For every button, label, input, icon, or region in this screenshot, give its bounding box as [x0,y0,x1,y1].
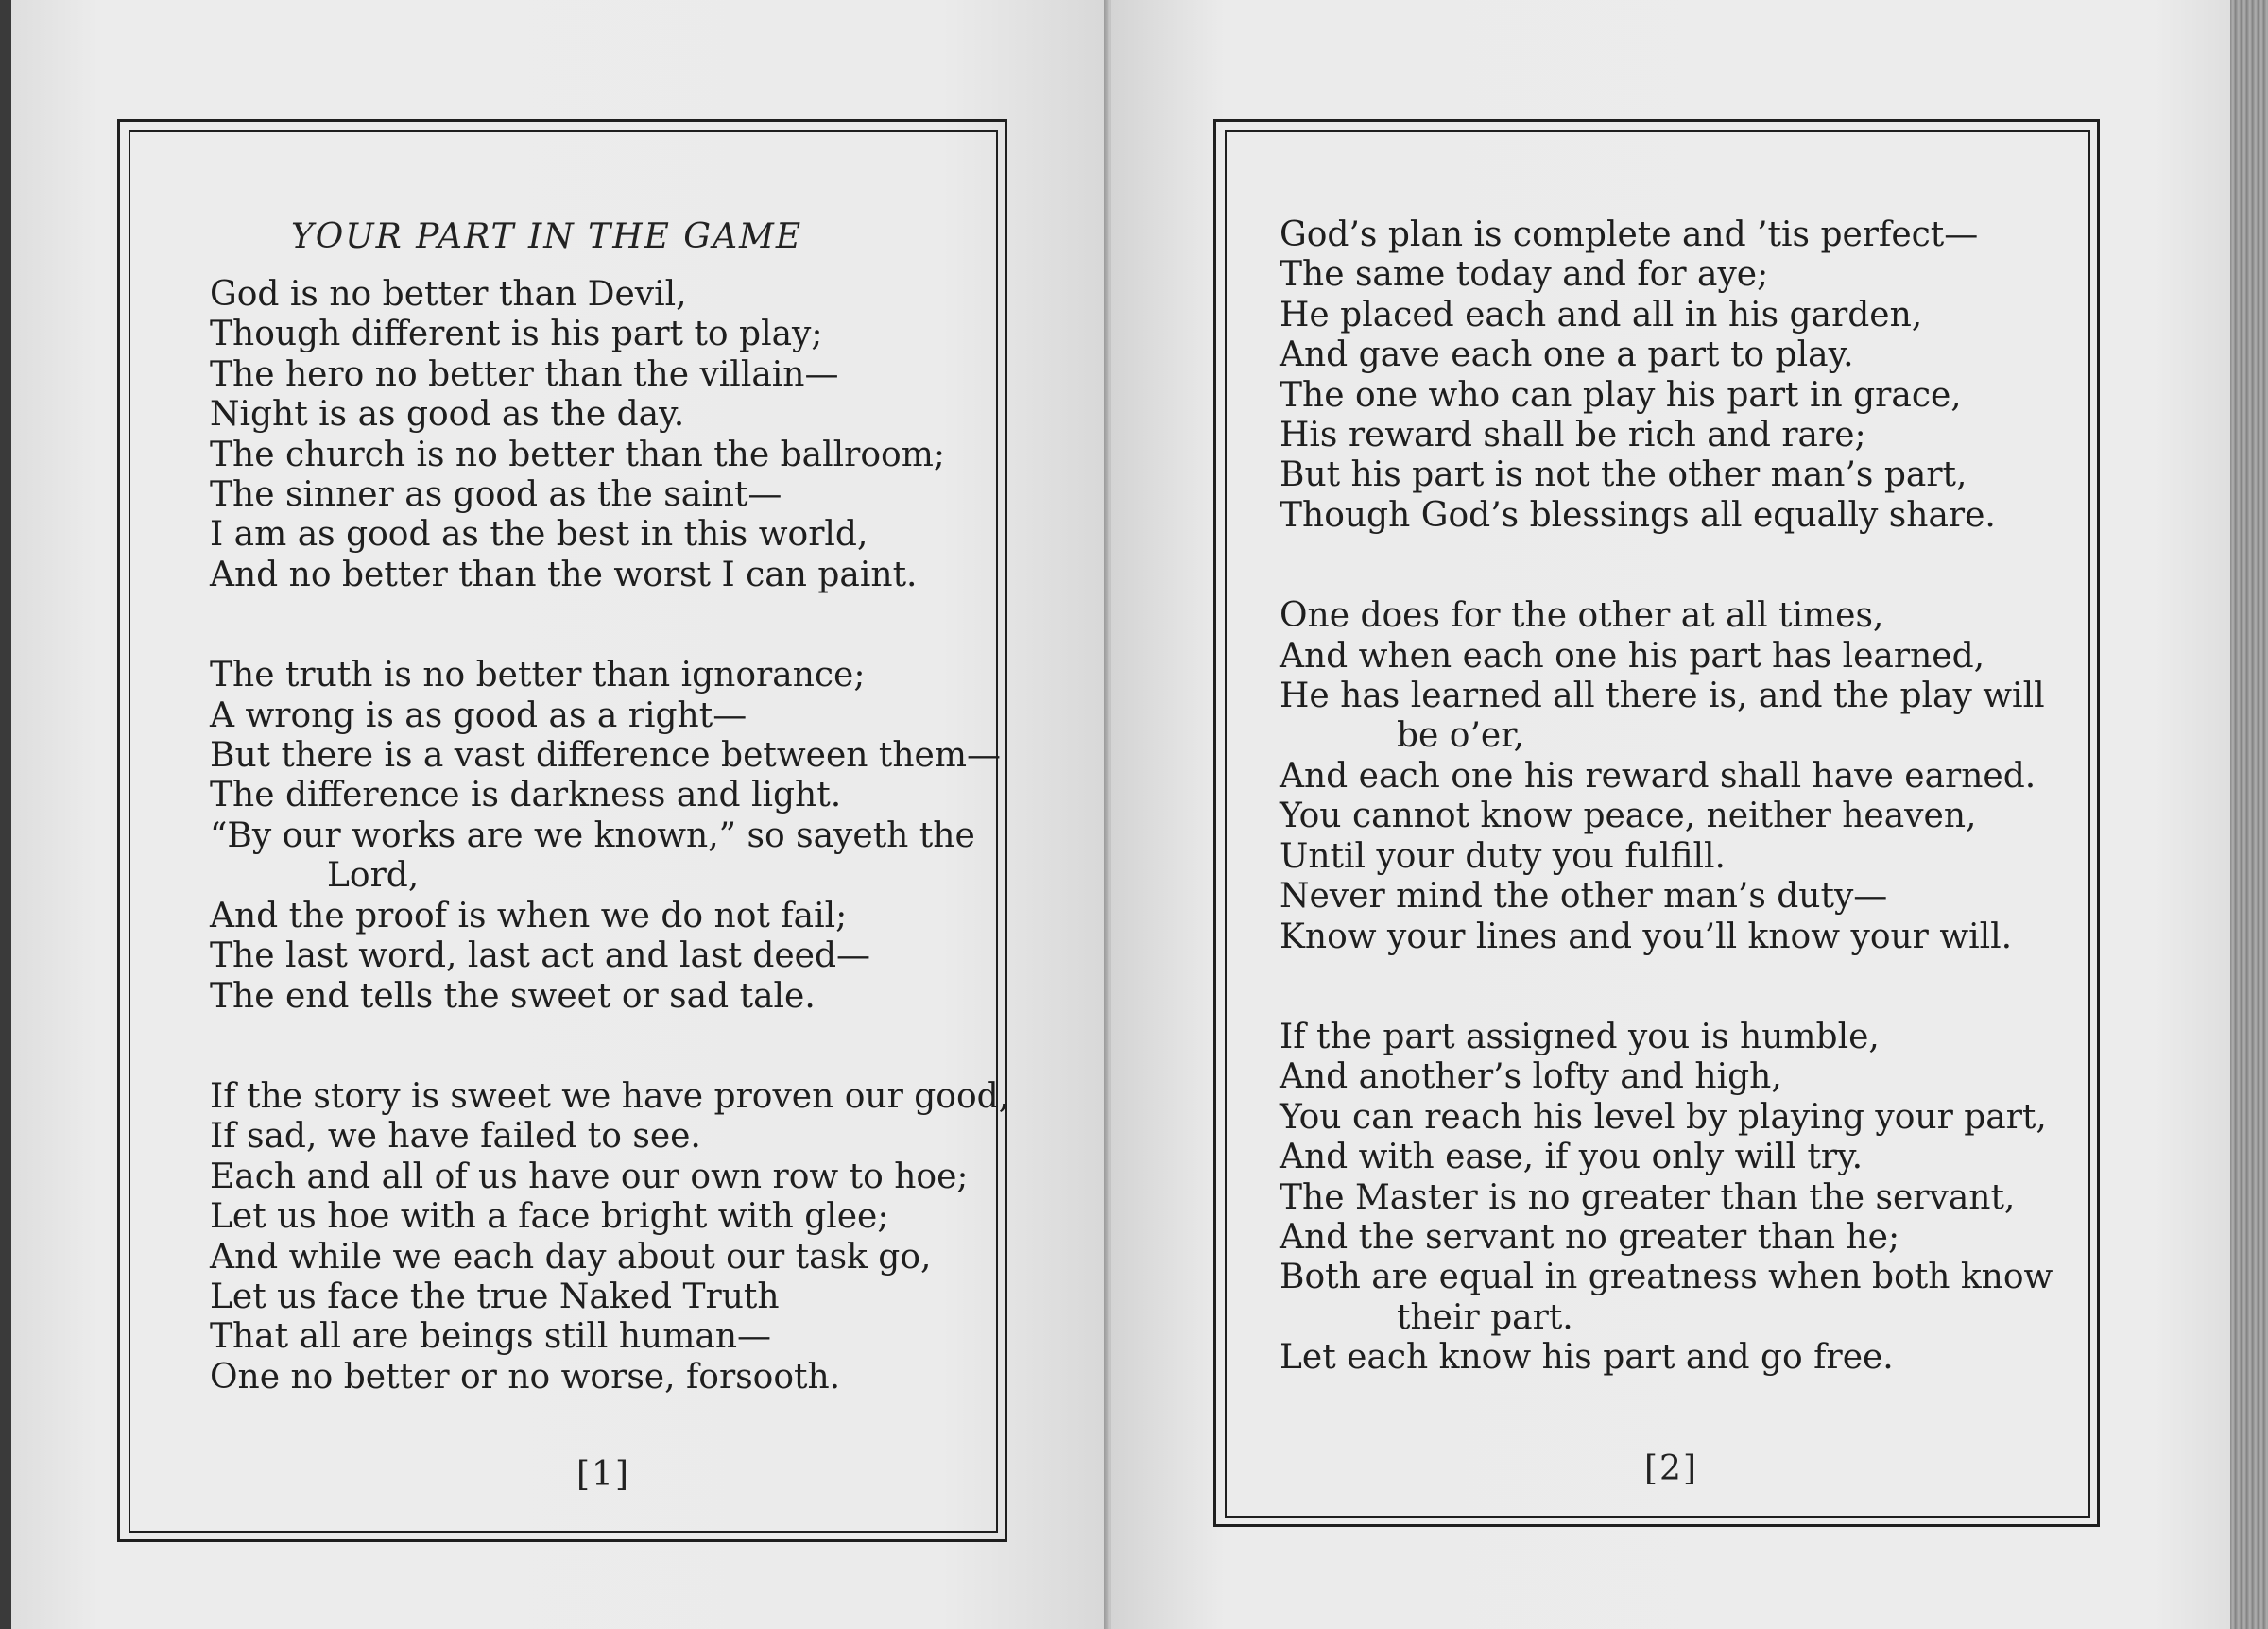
verse-line: The end tells the sweet or sad tale. [210,976,816,1016]
verse-line: The sinner as good as the saint— [210,475,782,515]
stanza-2 [210,656,1001,1017]
verse-line: You cannot know peace, neither heaven, [1280,797,1977,836]
verse-line: And when each one his part has learned, [1280,636,1985,676]
verse-line: The one who can play his part in grace, [1280,375,1962,415]
page-number: [1] [576,1455,630,1494]
verse-line: Though different is his part to play; [210,315,823,354]
verse-line: If the part assigned you is humble, [1280,1017,1880,1056]
verse-line: Until your duty you fulfill. [1280,836,1726,876]
verse-line: The difference is darkness and light. [210,776,842,815]
right-page-content [1280,215,2092,1439]
verse-line: That all are beings still human— [210,1317,772,1357]
verse-line: “By our works are we known,” so sayeth the [210,815,975,855]
verse-line: Each and all of us have our own row to hoe; [210,1157,969,1196]
verse-line: And while we each day about our task go, [210,1237,932,1277]
right-page [1111,0,2245,1629]
page-edges [2230,0,2268,1629]
stanza-3 [210,1076,1010,1398]
verse-line: And no better than the worst I can paint. [210,555,918,594]
verse-line: He has learned all there is, and the play will [1280,677,2045,716]
verse-line: I am as good as the best in this world, [210,515,868,555]
poem-title: YOUR PART IN THE GAME [291,217,803,256]
verse-line: Both are equal in greatness when both know [1280,1258,2053,1297]
verse-line: And gave each one a part to play. [1280,335,1854,375]
verse-line: God is no better than Devil, [210,275,687,314]
verse-line: The church is no better than the ballroom; [210,435,945,474]
verse-line: Let us face the true Naked Truth [210,1277,780,1316]
verse-line: The Master is no greater than the servant, [1280,1177,2016,1217]
stanza-5 [1280,596,2092,957]
verse-line: Let each know his part and go free. [1280,1338,1894,1378]
stanza-1 [210,275,985,595]
verse-line: One does for the other at all times, [1280,596,1884,636]
verse-line: Let us hoe with a face bright with glee; [210,1197,889,1237]
verse-line: The last word, last act and last deed— [210,936,871,976]
verse-line: Never mind the other man’s duty— [1280,877,1888,917]
verse-line: If sad, we have failed to see. [210,1117,701,1157]
verse-line: If the story is sweet we have proven our good, [210,1076,1010,1116]
verse-line: His reward shall be rich and rare; [1280,416,1866,455]
verse-line: And the servant no greater than he; [1280,1217,1900,1257]
verse-line: God’s plan is complete and ’tis perfect— [1280,215,1979,254]
left-page [11,0,1108,1629]
verse-line: But there is a vast difference between them— [210,736,1001,776]
verse-line: He placed each and all in his garden, [1280,295,1923,334]
verse-line: One no better or no worse, forsooth. [210,1357,841,1397]
verse-line: And the proof is when we do not fail; [210,896,848,935]
verse-line-continuation: Lord, [327,856,420,896]
verse-line: A wrong is as good as a right— [210,695,747,735]
verse-line: The hero no better than the villain— [210,354,839,394]
verse-line-continuation: their part. [1397,1297,1573,1337]
stanza-4 [1280,215,2092,536]
verse-line: But his part is not the other man’s part, [1280,455,1967,495]
page-number: [2] [1644,1449,1698,1488]
verse-line: The truth is no better than ignorance; [210,656,866,695]
verse-line: Night is as good as the day. [210,395,685,435]
verse-line: Though God’s blessings all equally share. [1280,495,1996,535]
verse-line-continuation: be o’er, [1397,716,1524,756]
verse-line: The same today and for aye; [1280,255,1769,295]
left-page-content [210,217,1010,1458]
verse-line: And with ease, if you only will try. [1280,1138,1864,1177]
verse-line: And another’s lofty and high, [1280,1057,1782,1097]
verse-line: Know your lines and you’ll know your will. [1280,917,2013,956]
verse-line: And each one his reward shall have earned. [1280,756,2036,796]
verse-line: You can reach his level by playing your part, [1280,1097,2047,1137]
stanza-6 [1280,1018,2092,1379]
